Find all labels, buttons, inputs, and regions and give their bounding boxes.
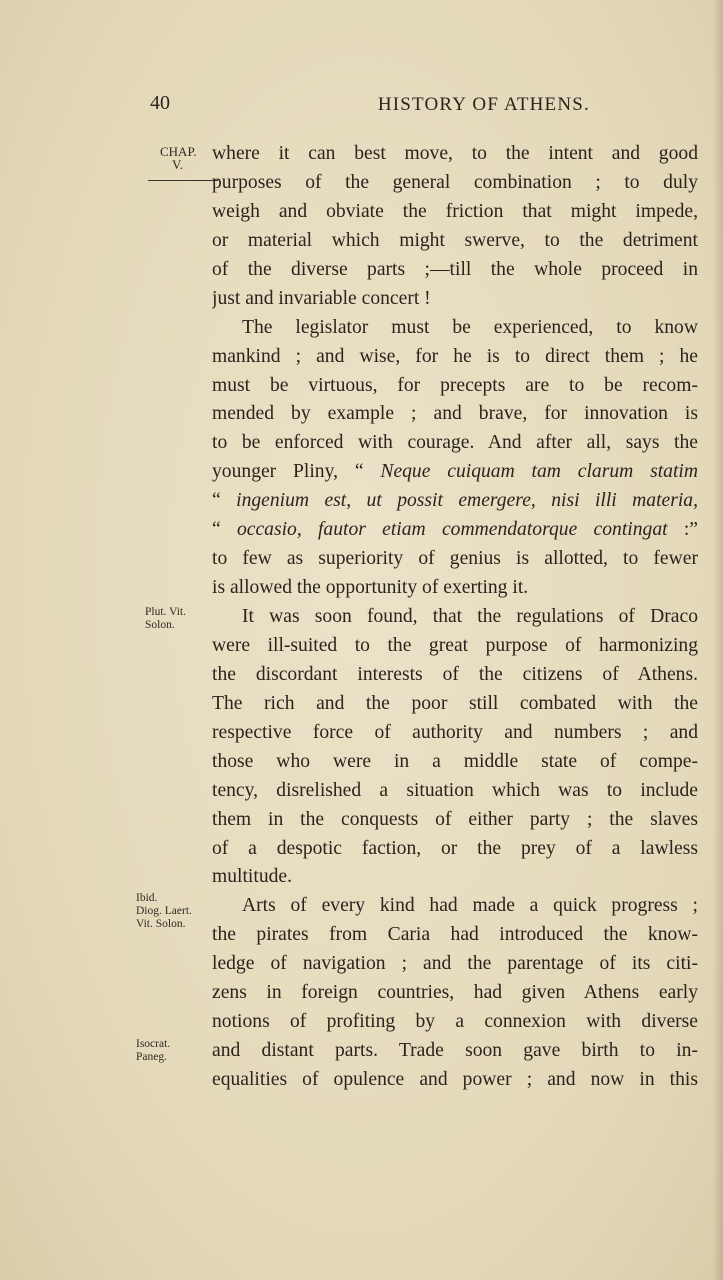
margin-note-plut-1: Plut. Vit.	[145, 606, 186, 618]
text-line: the discordant interests of the citizens of Athens.	[212, 663, 698, 685]
margin-note-chap-number: V.	[172, 157, 183, 172]
page-number: 40	[150, 92, 170, 114]
text-line-quote: younger Pliny, “ Neque cuiquam tam clarum statim	[212, 461, 698, 483]
margin-note-isocrat-2: Paneg.	[136, 1051, 167, 1063]
text-line: purposes of the general combination ; to duly	[212, 171, 698, 193]
running-title: HISTORY OF ATHENS.	[377, 94, 590, 115]
text-line: must be virtuous, for precepts are to be recom-	[212, 374, 698, 396]
paragraph-start: The legislator must be experienced, to know	[242, 316, 698, 338]
text-line: the pirates from Caria had introduced the know-	[212, 924, 698, 946]
text-line: of a despotic faction, or the prey of a lawless	[212, 837, 698, 859]
running-head	[150, 92, 590, 122]
text-line: and distant parts. Trade soon gave birth to in-	[212, 1040, 698, 1062]
text-line: were ill-suited to the great purpose of harmonizing	[212, 634, 698, 656]
text-line: tency, disrelished a situation which was to include	[212, 779, 698, 801]
text-line-quote: “ occasio, fautor etiam commendatorque contingat :”	[212, 519, 698, 541]
margin-note-ibid-1: Ibid.	[136, 892, 158, 904]
text-line: them in the conquests of either party ; the slaves	[212, 808, 698, 830]
margin-note-ibid-3: Vit. Solon.	[136, 918, 186, 930]
text-line: just and invariable concert !	[212, 287, 431, 309]
text-line: equalities of opulence and power ; and now in this	[212, 1069, 698, 1090]
latin-quotation: ingenium est, ut possit emergere, nisi illi materia,	[236, 490, 698, 512]
body-text	[212, 140, 698, 1095]
text-line: mankind ; and wise, for he is to direct them ; he	[212, 345, 698, 367]
text-line: zens in foreign countries, had given Athens early	[212, 982, 698, 1004]
page-edge-shadow	[713, 0, 723, 1280]
text-line-quote: “ ingenium est, ut possit emergere, nisi illi materia,	[212, 490, 698, 512]
text-line: notions of profiting by a connexion with diverse	[212, 1011, 698, 1033]
paragraph-start: Arts of every kind had made a quick progress ;	[242, 895, 698, 917]
text-line: ledge of navigation ; and the parentage of its citi-	[212, 953, 698, 975]
margin-note-chap: CHAP.	[160, 144, 197, 159]
latin-quotation: occasio, fautor etiam commendatorque contingat	[236, 519, 668, 541]
text-line: those who were in a middle state of compe-	[212, 750, 698, 772]
text-line: mended by example ; and brave, for innovation is	[212, 403, 698, 425]
margin-note-ibid-2: Diog. Laert.	[136, 905, 192, 917]
text-line: multitude.	[212, 866, 293, 888]
text-line: weigh and obviate the friction that might impede,	[212, 200, 698, 222]
text-line: of the diverse parts ;—till the whole proceed in	[212, 258, 698, 280]
text-line: or material which might swerve, to the detriment	[212, 229, 698, 251]
text-line: to few as superiority of genius is allotted, to fewer	[212, 548, 698, 570]
text-line: respective force of authority and numbers ; and	[212, 721, 698, 743]
text-line: to be enforced with courage. And after all, says the	[212, 432, 698, 454]
text-line: The rich and the poor still combated with the	[212, 692, 698, 714]
text-line: where it can best move, to the intent and good	[212, 143, 698, 164]
latin-quotation: Neque cuiquam tam clarum statim	[380, 461, 698, 483]
margin-note-isocrat-1: Isocrat.	[136, 1038, 171, 1050]
paragraph-start: It was soon found, that the regulations of Draco	[242, 606, 698, 627]
chapter-rule	[148, 180, 218, 181]
margin-note-plut-2: Solon.	[145, 619, 175, 631]
text-line: is allowed the opportunity of exerting it.	[212, 577, 529, 599]
